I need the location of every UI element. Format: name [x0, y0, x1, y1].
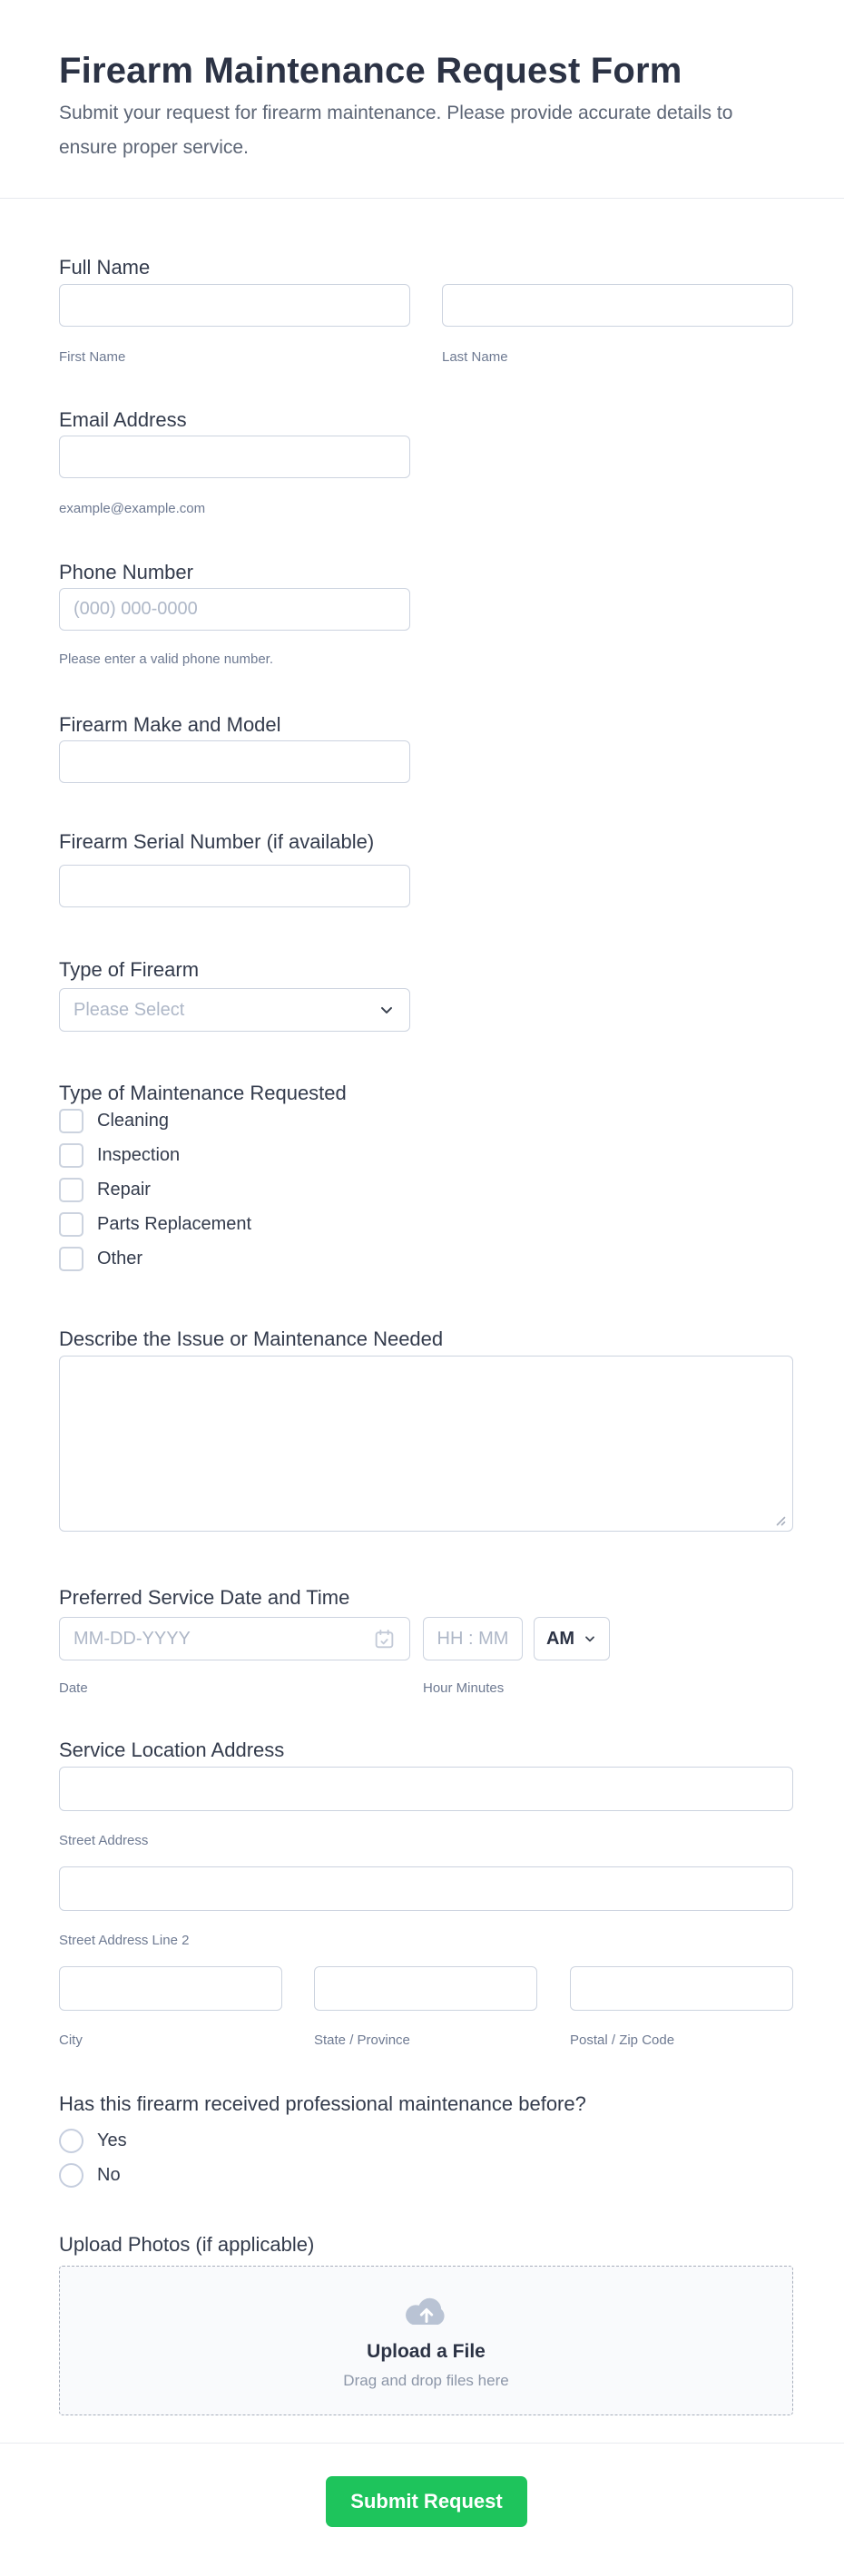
- street-address2-input[interactable]: [59, 1866, 793, 1911]
- date-field[interactable]: [59, 1617, 410, 1660]
- upload-file-button[interactable]: Upload a File: [367, 2340, 486, 2362]
- first-name-input[interactable]: [59, 284, 410, 327]
- address-label: Service Location Address: [59, 1739, 285, 1761]
- header-divider: [0, 198, 844, 199]
- repair-checkbox[interactable]: [59, 1178, 83, 1202]
- email-input[interactable]: [59, 436, 410, 478]
- make-model-input[interactable]: [59, 740, 410, 783]
- zip-sublabel: Postal / Zip Code: [570, 2032, 675, 2048]
- parts-replacement-checkbox[interactable]: [59, 1212, 83, 1237]
- upload-hint: Drag and drop files here: [343, 2371, 509, 2389]
- firearm-type-label: Type of Firearm: [59, 958, 200, 981]
- date-input[interactable]: [74, 1629, 373, 1650]
- email-label: Email Address: [59, 408, 187, 431]
- yes-label: Yes: [97, 2130, 127, 2150]
- upload-cloud-icon: [401, 2292, 452, 2332]
- repair-label: Repair: [97, 1179, 151, 1200]
- state-input[interactable]: [314, 1966, 537, 2011]
- phone-label: Phone Number: [59, 561, 193, 583]
- other-checkbox[interactable]: [59, 1247, 83, 1271]
- phone-sublabel: Please enter a valid phone number.: [59, 651, 273, 667]
- street-address-sublabel: Street Address: [59, 1833, 149, 1848]
- parts-replacement-label: Parts Replacement: [97, 1213, 252, 1234]
- submit-request-button[interactable]: Submit Request: [326, 2476, 527, 2527]
- file-upload-dropzone[interactable]: [59, 2266, 793, 2415]
- firearm-type-select[interactable]: [59, 988, 410, 1032]
- street-address2-sublabel: Street Address Line 2: [59, 1933, 190, 1948]
- cleaning-label: Cleaning: [97, 1110, 169, 1131]
- footer-divider: [0, 2443, 844, 2444]
- checkbox-row-parts-replacement[interactable]: [59, 1211, 251, 1237]
- firearm-type-placeholder: Please Select: [74, 999, 185, 1020]
- serial-number-label: Firearm Serial Number (if available): [59, 830, 375, 853]
- date-sublabel: Date: [59, 1680, 88, 1696]
- cleaning-checkbox[interactable]: [59, 1109, 83, 1133]
- form-subtitle: Submit your request for firearm maintenance. Please provide accurate details to ensure proper service.: [59, 103, 733, 158]
- describe-issue-textarea[interactable]: [59, 1356, 793, 1532]
- radio-row-yes[interactable]: [59, 2128, 127, 2153]
- phone-input[interactable]: [59, 588, 410, 631]
- maintenance-type-label: Type of Maintenance Requested: [59, 1082, 347, 1104]
- calendar-icon[interactable]: [373, 1628, 396, 1650]
- page-title: Firearm Maintenance Request Form: [59, 51, 682, 91]
- time-sublabel: Hour Minutes: [423, 1680, 505, 1696]
- radio-row-no[interactable]: [59, 2162, 121, 2188]
- checkbox-row-inspection[interactable]: [59, 1142, 180, 1168]
- city-input[interactable]: [59, 1966, 282, 2011]
- full-name-label: Full Name: [59, 256, 151, 279]
- describe-issue-label: Describe the Issue or Maintenance Needed: [59, 1327, 444, 1350]
- checkbox-row-cleaning[interactable]: [59, 1108, 169, 1133]
- make-model-label: Firearm Make and Model: [59, 713, 281, 736]
- inspection-label: Inspection: [97, 1144, 181, 1165]
- chevron-down-icon: [378, 1001, 396, 1019]
- last-name-input[interactable]: [442, 284, 793, 327]
- serial-number-input[interactable]: [59, 865, 410, 907]
- no-label: No: [97, 2164, 121, 2185]
- street-address-input[interactable]: [59, 1767, 793, 1811]
- ampm-select[interactable]: [534, 1617, 610, 1660]
- checkbox-row-other[interactable]: [59, 1246, 142, 1271]
- ampm-value: AM: [545, 1628, 575, 1649]
- prior-maintenance-label: Has this firearm received professional maintenance before?: [59, 2092, 586, 2115]
- other-label: Other: [97, 1248, 143, 1268]
- zip-input[interactable]: [570, 1966, 793, 2011]
- email-sublabel: example@example.com: [59, 501, 206, 516]
- inspection-checkbox[interactable]: [59, 1143, 83, 1168]
- city-sublabel: City: [59, 2032, 83, 2048]
- checkbox-row-repair[interactable]: [59, 1177, 151, 1202]
- chevron-down-icon: [583, 1631, 597, 1646]
- time-input[interactable]: [423, 1617, 523, 1660]
- first-name-sublabel: First Name: [59, 349, 126, 365]
- no-radio[interactable]: [59, 2163, 83, 2188]
- last-name-sublabel: Last Name: [442, 349, 508, 365]
- state-sublabel: State / Province: [314, 2032, 410, 2048]
- upload-photos-label: Upload Photos (if applicable): [59, 2233, 315, 2256]
- service-datetime-label: Preferred Service Date and Time: [59, 1586, 350, 1609]
- yes-radio[interactable]: [59, 2129, 83, 2153]
